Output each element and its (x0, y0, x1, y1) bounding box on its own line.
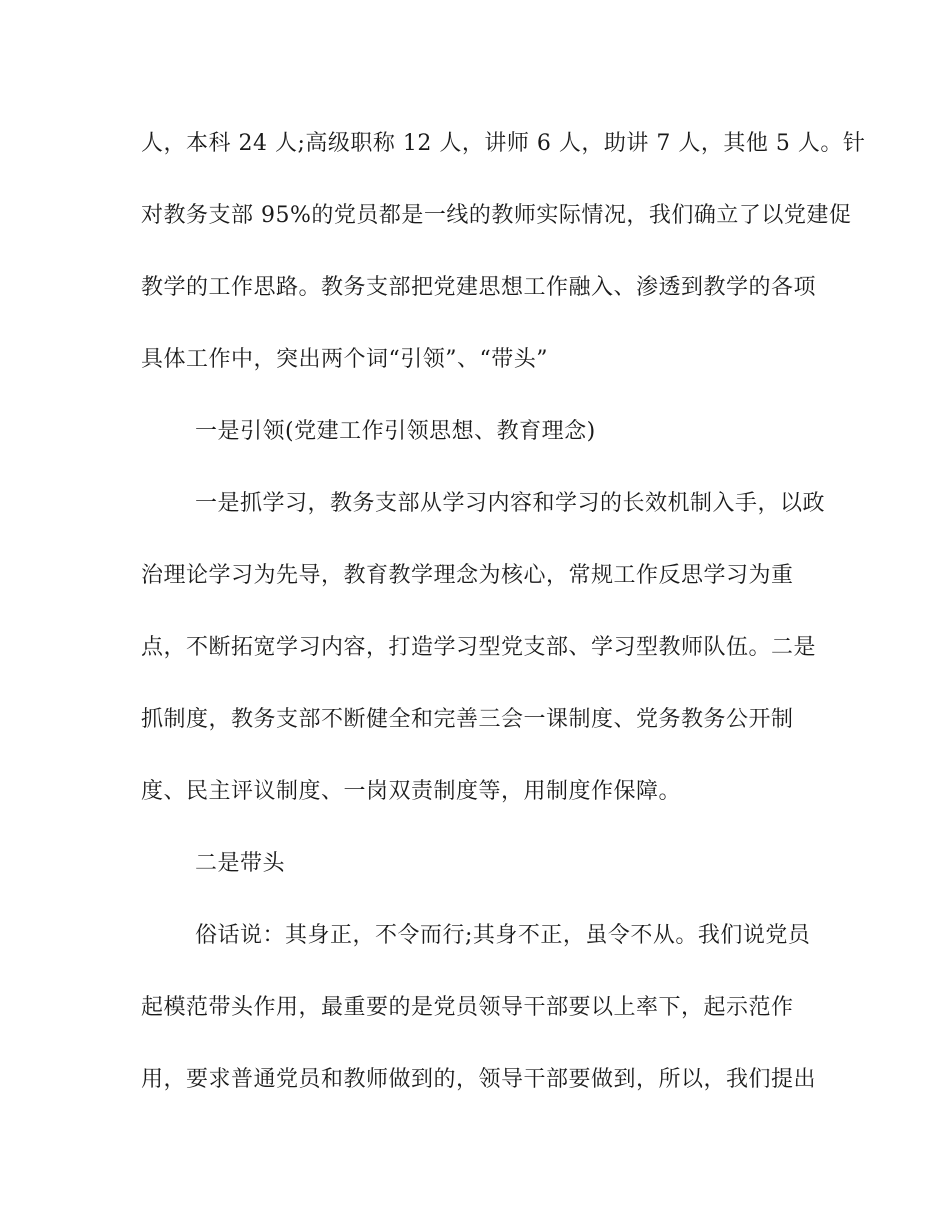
text-line-14: 用，要求普通党员和教师做到的，领导干部要做到，所以，我们提出 (141, 1067, 817, 1092)
text-line-13: 起模范带头作用，最重要的是党员领导干部要以上率下，起示范作 (141, 995, 794, 1020)
text-line-10: 度、民主评议制度、一岗双责制度等，用制度作保障。 (141, 779, 682, 804)
text-line-4: 具体工作中，突出两个词“引领”、“带头” (141, 347, 548, 372)
text-line-2: 对教务支部 95%的党员都是一线的教师实际情况，我们确立了以党建促 (141, 203, 852, 228)
text-line-7: 治理论学习为先导，教育教学理念为核心，常规工作反思学习为重 (141, 563, 794, 588)
text-line-8: 点，不断拓宽学习内容，打造学习型党支部、学习型教师队伍。二是 (141, 635, 817, 660)
section-heading-2: 二是带头 (195, 851, 286, 876)
text-line-1: 人，本科 24 人;高级职称 12 人，讲师 6 人，助讲 7 人，其他 5 人。针 (141, 131, 866, 156)
text-line-3: 教学的工作思路。教务支部把党建思想工作融入、渗透到教学的各项 (141, 275, 817, 300)
text-line-12: 俗话说：其身正，不令而行;其身不正，虽令不从。我们说党员 (195, 923, 811, 948)
section-heading-1: 一是引领(党建工作引领思想、教育理念) (195, 419, 596, 444)
text-line-6: 一是抓学习，教务支部从学习内容和学习的长效机制入手，以政 (195, 491, 826, 516)
text-line-9: 抓制度，教务支部不断健全和完善三会一课制度、党务教务公开制 (141, 707, 794, 732)
